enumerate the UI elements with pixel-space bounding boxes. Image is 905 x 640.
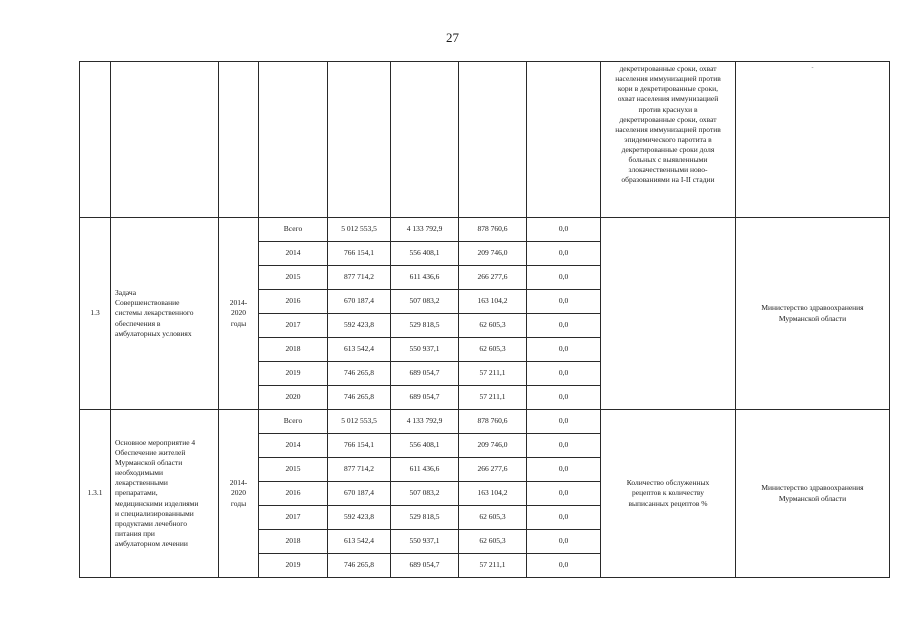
name-line: системы лекарственного [115,308,194,318]
item-name [111,218,219,410]
value-c1: 550 937,1 [391,338,459,362]
indicator-line: декретированные сроки доля [621,145,715,154]
program-table [79,61,890,578]
value-c2: 209 746,0 [459,242,527,266]
empty-cell [527,62,601,218]
value-c1: 689 054,7 [391,554,459,578]
item-number: 1.3 [80,218,111,410]
indicator-line: больных с выявленными [628,155,708,165]
value-c3: 0,0 [527,458,601,482]
indicator-line: Количество обслуженных [626,478,710,488]
indicator-line: рецептов к количеству [632,488,704,498]
indicator-line: декретированные сроки, охват [619,64,717,73]
value-c2: 57 211,1 [459,554,527,578]
value-total: 5 012 553,5 [328,410,391,434]
name-line: необходимыми [115,468,163,478]
value-total: 746 265,8 [328,554,391,578]
value-c3: 0,0 [527,506,601,530]
value-c3: 0,0 [527,482,601,506]
indicator-line: против краснухи в [638,104,698,114]
value-c1: 611 436,6 [391,458,459,482]
value-total: 746 265,8 [328,386,391,410]
value-total: 746 265,8 [328,362,391,386]
indicator-cell [601,218,736,410]
value-year: 2014 [259,434,328,458]
value-c3: 0,0 [527,434,601,458]
value-c2: 878 760,6 [459,410,527,434]
name-line: Совершенствование [115,298,180,308]
value-c1: 556 408,1 [391,242,459,266]
indicator-line: выписанных рецептов % [628,498,708,508]
value-c3: 0,0 [527,554,601,578]
value-total: 877 714,2 [328,458,391,482]
value-total: 592 423,8 [328,506,391,530]
value-year: 2020 [259,386,328,410]
period-cell [219,410,259,578]
value-c1: 529 818,5 [391,314,459,338]
period-line: годы [230,318,247,328]
indicator-line: населения иммунизацией против [615,124,721,134]
period-line: годы [230,498,247,508]
indicator-line: злокачественными ново- [628,165,708,175]
value-c2: 62 605,3 [459,314,527,338]
value-total: 613 542,4 [328,338,391,362]
value-c3: 0,0 [527,410,601,434]
indicator-cell [601,62,736,218]
name-line: Основное мероприятие 4 [115,437,196,447]
value-c3: 0,0 [527,338,601,362]
value-c2: 163 104,2 [459,290,527,314]
indicator-line: декретированные сроки, охват [619,114,717,124]
value-c1: 550 937,1 [391,530,459,554]
name-line: препаратами, [115,488,158,498]
period-line: 2020 [231,308,246,318]
dash-mark: - [811,65,814,71]
value-year: 2017 [259,314,328,338]
name-line: Задача [115,288,137,298]
name-line: медицинскими изделиями [115,498,199,508]
value-c3: 0,0 [527,290,601,314]
value-c3: 0,0 [527,218,601,242]
name-line: амбулаторных условиях [115,328,192,338]
period-line: 2020 [231,488,246,498]
item-name [111,410,219,578]
value-year: Всего [259,410,328,434]
indicator-line: охват населения иммунизацией [617,94,719,104]
value-year: Всего [259,218,328,242]
name-line: Обеспечение жителей [115,447,186,457]
item-number: 1.3.1 [80,410,111,578]
value-year: 2019 [259,554,328,578]
executor-cell [736,62,890,218]
indicator-line: эпидемического паротита в [624,134,712,144]
table-row [80,218,890,242]
value-year: 2016 [259,290,328,314]
value-c2: 878 760,6 [459,218,527,242]
value-c1: 4 133 792,9 [391,410,459,434]
period-line: 2014- [229,298,248,308]
empty-cell [259,62,328,218]
value-year: 2015 [259,458,328,482]
value-c1: 529 818,5 [391,506,459,530]
value-total: 613 542,4 [328,530,391,554]
value-year: 2015 [259,266,328,290]
page-number: 27 [446,30,459,45]
value-c1: 556 408,1 [391,434,459,458]
name-line: амбулаторном лечении [115,539,188,549]
empty-cell [219,62,259,218]
value-c2: 57 211,1 [459,386,527,410]
value-total: 877 714,2 [328,266,391,290]
value-total: 670 187,4 [328,482,391,506]
empty-cell [328,62,391,218]
empty-cell [80,62,111,218]
indicator-line: кори в декретированные сроки, [617,84,719,94]
table-row [80,410,890,434]
value-total: 766 154,1 [328,242,391,266]
continuation-row [80,62,890,218]
empty-cell [459,62,527,218]
value-c2: 62 605,3 [459,506,527,530]
period-cell [219,218,259,410]
executor-line: Мурманской области [778,313,847,323]
name-line: питания при [115,528,155,538]
name-line: Мурманской области [115,458,183,468]
name-line: обеспечения в [115,318,161,328]
value-c2: 266 277,6 [459,266,527,290]
value-year: 2016 [259,482,328,506]
value-total: 670 187,4 [328,290,391,314]
executor-cell [736,410,890,578]
value-year: 2014 [259,242,328,266]
value-c1: 611 436,6 [391,266,459,290]
executor-line: Министерство здравоохранения [761,483,864,493]
value-c3: 0,0 [527,314,601,338]
name-line: продуктами лечебного [115,518,187,528]
indicator-cell [601,410,736,578]
name-line: и специализированными [115,508,194,518]
value-total: 766 154,1 [328,434,391,458]
value-c2: 62 605,3 [459,338,527,362]
value-c2: 266 277,6 [459,458,527,482]
value-year: 2017 [259,506,328,530]
indicator-line: населения иммунизацией против [615,74,721,84]
value-c2: 163 104,2 [459,482,527,506]
indicator-line: образованиями на I-II стадии [621,175,715,185]
value-c3: 0,0 [527,530,601,554]
value-c1: 507 083,2 [391,290,459,314]
value-c3: 0,0 [527,266,601,290]
value-c3: 0,0 [527,242,601,266]
value-c1: 507 083,2 [391,482,459,506]
empty-cell [111,62,219,218]
value-c1: 689 054,7 [391,386,459,410]
executor-line: Министерство здравоохранения [761,303,864,313]
value-total: 5 012 553,5 [328,218,391,242]
value-c3: 0,0 [527,386,601,410]
value-c2: 209 746,0 [459,434,527,458]
value-c1: 689 054,7 [391,362,459,386]
empty-cell [391,62,459,218]
name-line: лекарственными [115,478,168,488]
value-c2: 57 211,1 [459,362,527,386]
value-c1: 4 133 792,9 [391,218,459,242]
period-line: 2014- [229,478,248,488]
value-c2: 62 605,3 [459,530,527,554]
executor-cell [736,218,890,410]
value-year: 2018 [259,530,328,554]
value-c3: 0,0 [527,362,601,386]
value-year: 2019 [259,362,328,386]
value-year: 2018 [259,338,328,362]
executor-line: Мурманской области [778,493,847,503]
value-total: 592 423,8 [328,314,391,338]
